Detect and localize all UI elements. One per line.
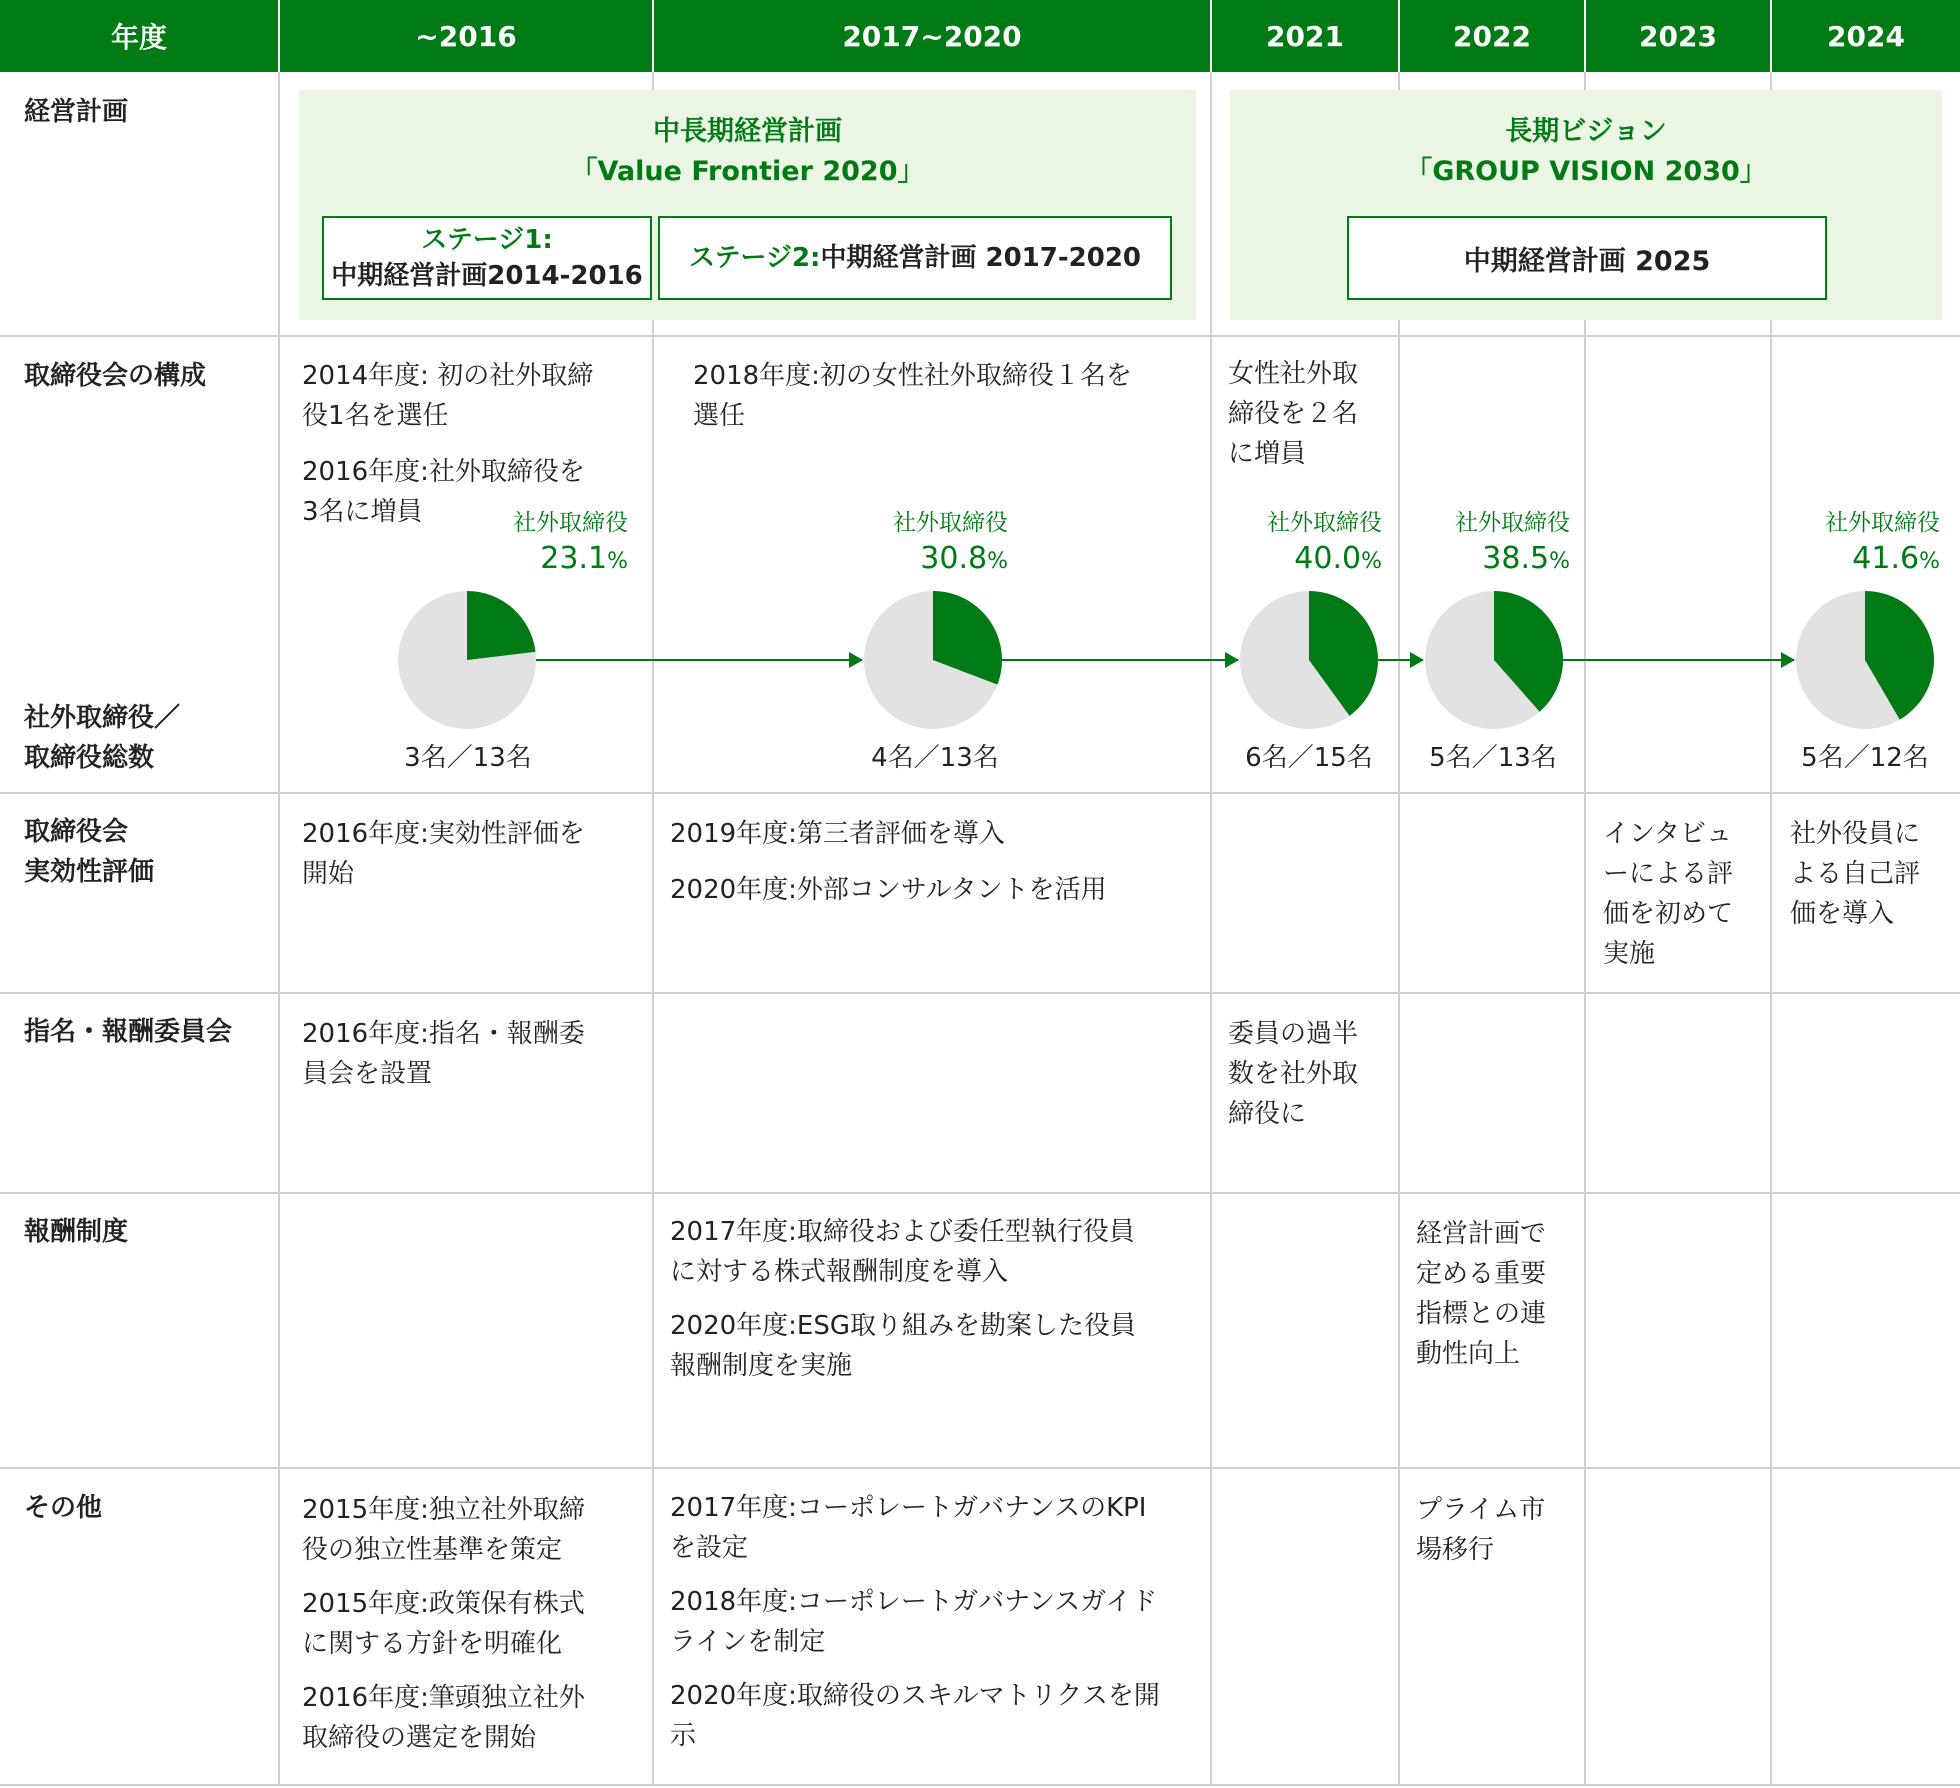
other-text-2016: 2016年度:筆頭独立社外 取締役の選定を開始 (302, 1683, 585, 1753)
row-label-plan: 経営計画 (24, 97, 129, 127)
pie-count: 3名／13名 (404, 743, 532, 773)
pie-count: 5名／12名 (1801, 743, 1929, 773)
stage2-prefix: ステージ2: (688, 243, 821, 273)
pie-count: 6名／15名 (1245, 743, 1373, 773)
plan-title-value-frontier: 中長期経営計画 「Value Frontier 2020」 (570, 116, 925, 187)
eval-text-2020: 2020年度:外部コンサルタントを活用 (670, 875, 1107, 905)
eval-text-2024: 社外役員に よる自己評 価を導入 (1790, 819, 1921, 929)
row-label-committee: 指名・報酬委員会 (24, 1017, 233, 1047)
pie-value: 23.1% (540, 541, 628, 576)
board-text-2021: 女性社外取 締役を２名 に増員 (1228, 359, 1359, 469)
comp-text-2022: 経営計画で 定める重要 指標との連 動性向上 (1416, 1219, 1547, 1369)
mtp-2025-box: 中期経営計画 2025 (1347, 216, 1827, 300)
stage2-name: 中期経営計画 2017-2020 (820, 243, 1142, 273)
row-label-other: その他 (24, 1493, 103, 1523)
committee-text-2021: 委員の過半 数を社外取 締役に (1228, 1019, 1359, 1129)
other-text-2018: 2018年度:コーポレートガバナンスガイド ラインを制定 (670, 1587, 1158, 1657)
header-year-2024: 2024 (1772, 0, 1960, 72)
comp-text-2017: 2017年度:取締役および委任型執行役員 に対する株式報酬制度を導入 (670, 1217, 1135, 1287)
header-year-2021: 2021 (1212, 0, 1398, 72)
board-text-2014: 2014年度: 初の社外取締 役1名を選任 (302, 361, 594, 431)
other-text-2017: 2017年度:コーポレートガバナンスのKPI を設定 (670, 1493, 1147, 1563)
pie-value: 40.0% (1294, 541, 1382, 576)
pie-value: 41.6% (1852, 541, 1940, 576)
row-label-comp: 報酬制度 (24, 1217, 129, 1247)
pie-label: 社外取締役 (1267, 510, 1382, 536)
other-text-2015b: 2015年度:政策保有株式 に関する方針を明確化 (302, 1589, 585, 1659)
other-text-2020: 2020年度:取締役のスキルマトリクスを開 示 (670, 1681, 1160, 1751)
board-text-2016: 2016年度:社外取締役を 3名に増員 (302, 457, 585, 527)
pie-label: 社外取締役 (513, 510, 628, 536)
pie-label: 社外取締役 (1825, 510, 1940, 536)
plan-title-group-vision: 長期ビジョン 「GROUP VISION 2030」 (1405, 116, 1767, 187)
pie-count: 5名／13名 (1429, 743, 1557, 773)
eval-text-2016: 2016年度:実効性評価を 開始 (302, 819, 585, 889)
pie-count: 4名／13名 (871, 743, 999, 773)
pie-label: 社外取締役 (893, 510, 1008, 536)
pie-slice-outside-directors (467, 591, 536, 660)
board-text-2018: 2018年度:初の女性社外取締役１名を 選任 (693, 361, 1132, 431)
header-year-2022: 2022 (1400, 0, 1584, 72)
header-year-2023: 2023 (1586, 0, 1770, 72)
stage1-name: 中期経営計画2014-2016 (331, 261, 643, 291)
row-label-ratio: 社外取締役／ 取締役総数 (24, 703, 181, 773)
stage1-prefix: ステージ1: (421, 225, 553, 255)
header-year-label: 年度 (0, 0, 278, 72)
pie-value: 30.8% (920, 541, 1008, 576)
eval-text-2023: インタビュ ーによる評 価を初めて 実施 (1603, 819, 1734, 969)
eval-text-2019: 2019年度:第三者評価を導入 (670, 819, 1005, 849)
pie-label: 社外取締役 (1455, 510, 1570, 536)
other-text-2015a: 2015年度:独立社外取締 役の独立性基準を策定 (302, 1495, 585, 1565)
comp-text-2020: 2020年度:ESG取り組みを勘案した役員 報酬制度を実施 (670, 1311, 1137, 1381)
header-year-2017-2020: 2017~2020 (654, 0, 1210, 72)
other-text-2022: プライム市 場移行 (1416, 1495, 1546, 1565)
committee-text-2016: 2016年度:指名・報酬委 員会を設置 (302, 1019, 585, 1089)
row-label-eval: 取締役会 実効性評価 (24, 817, 155, 887)
pie-value: 38.5% (1482, 541, 1570, 576)
header-year-2016: ~2016 (280, 0, 652, 72)
row-label-board: 取締役会の構成 (24, 361, 207, 391)
